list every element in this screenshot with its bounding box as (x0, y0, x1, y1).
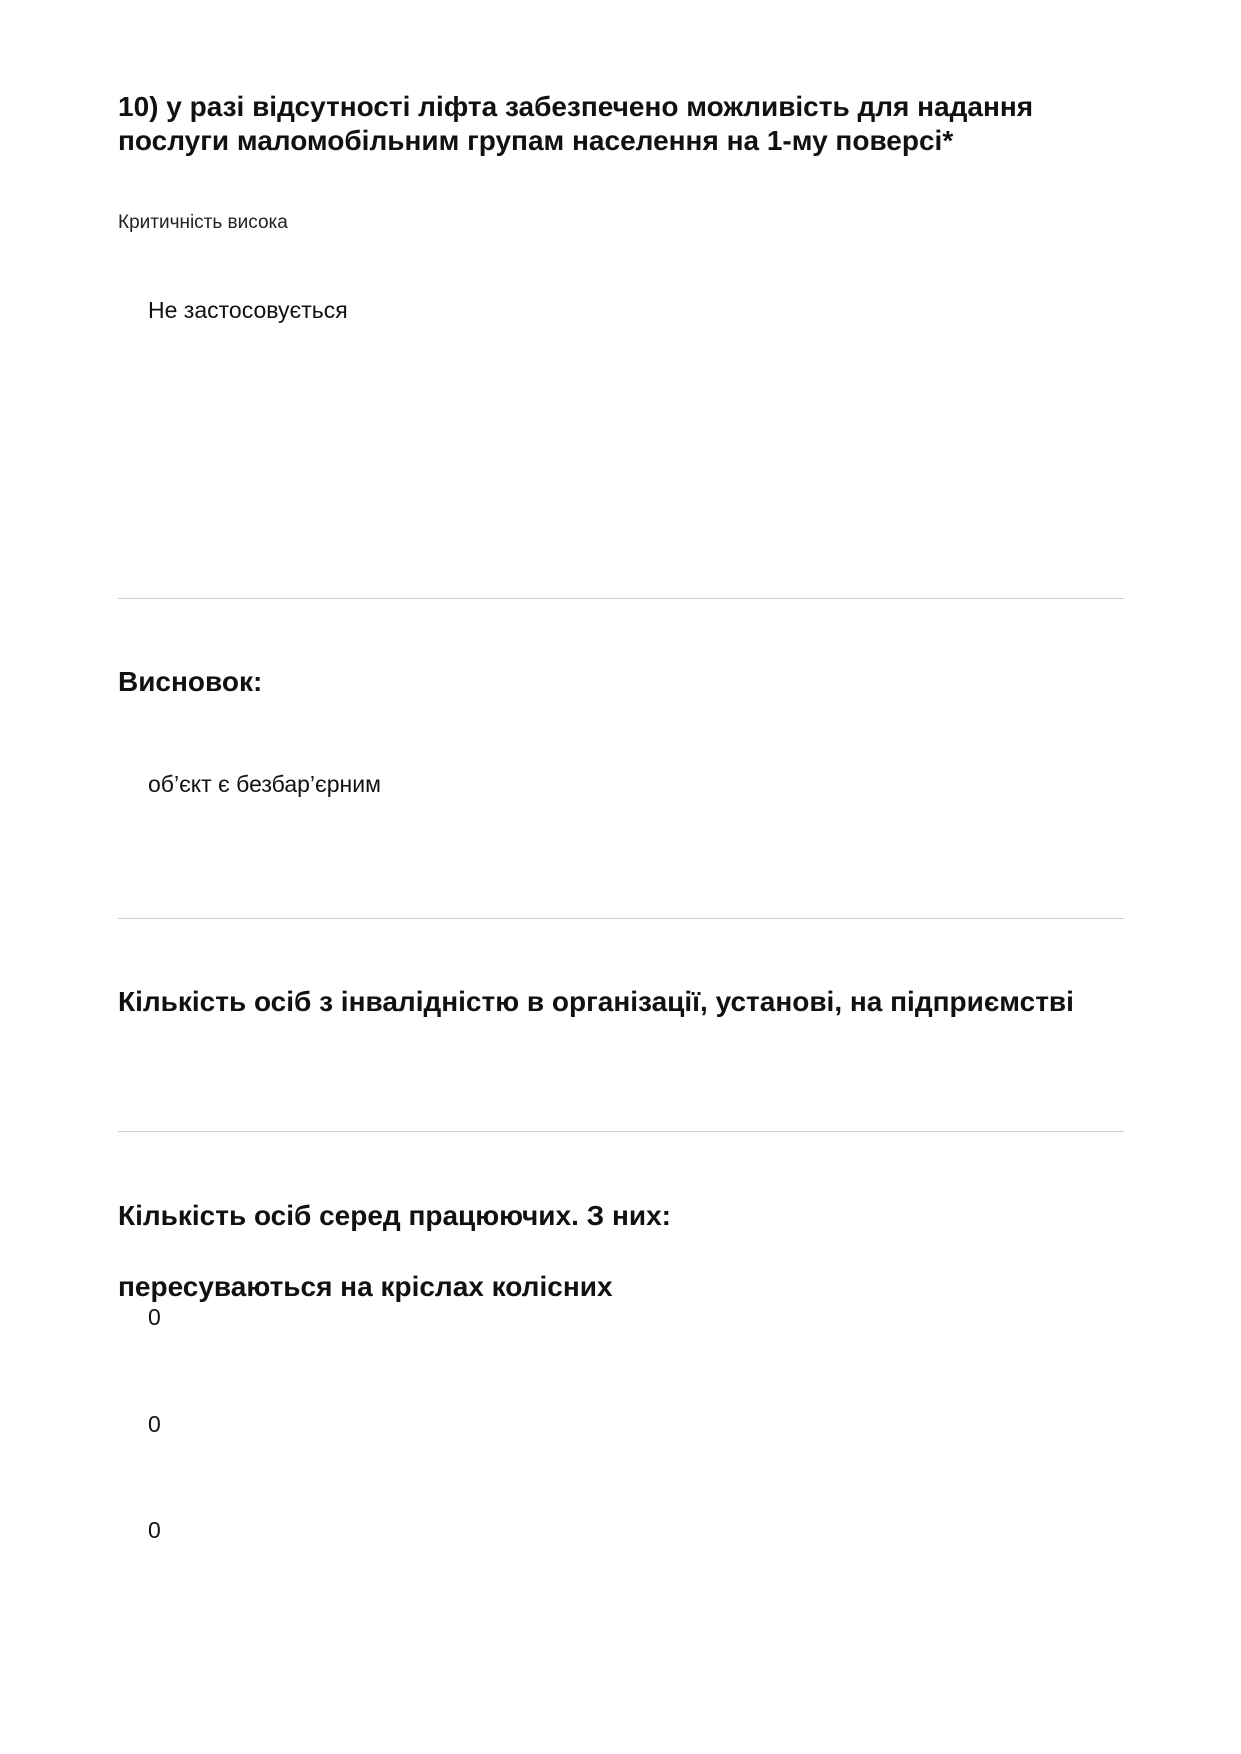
section-divider (118, 1131, 1124, 1132)
question-lift-title: 10) у разі відсутності ліфта забезпечено можливість для надання послуги маломобільним групам населення на 1-му поверсі* (118, 91, 1034, 156)
answer-lift: Не застосовується (148, 297, 348, 323)
section-divider (118, 598, 1124, 599)
conclusion-title: Висновок: (118, 666, 263, 697)
wheelchair-subtitle: пересуваються на кріслах колісних (118, 1271, 613, 1302)
section-divider (118, 918, 1124, 919)
criticality-label: Критичність висока (118, 212, 288, 233)
workers-title: Кількість осіб серед працюючих. З них: (118, 1200, 671, 1231)
workers-answer-1: 0 (148, 1304, 161, 1330)
workers-answer-2: 0 (148, 1411, 161, 1437)
conclusion-answer: об’єкт є безбар’єрним (148, 771, 381, 797)
disabled-count-title: Кількість осіб з інвалідністю в організації, установі, на підприємстві (118, 986, 1074, 1017)
workers-answer-3: 0 (148, 1517, 161, 1543)
